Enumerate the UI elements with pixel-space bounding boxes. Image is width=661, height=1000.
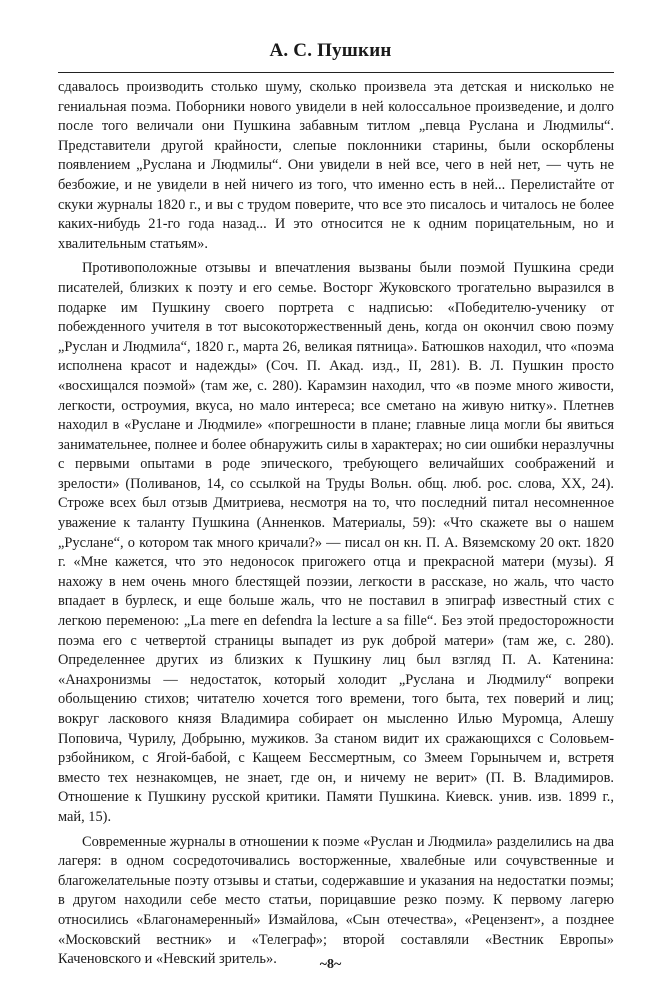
header-divider [58, 72, 614, 73]
page-number: ~8~ [319, 957, 342, 972]
paragraph-2: Противоположные отзывы и впечатления вызваны были поэмой Пушкина среди писателей, близких к поэту и его семье. Восторг Жуковского трогательно выразился в подарке им Пушкину своего портрета с надписью: «Победителю-ученику от побежденного учителя в тот высокоторжественный день, когда он окончил свою поэму „Руслан и Людмила“, 1820 г., марта 26, великая пятница». Батюшков находил, что «поэма исполнена красот и надежды» (Соч. П. Акад. изд., II, 281). В. Л. Пушкин просто «восхищался поэмой» (там же, с. 280). Карамзин находил, что «в поэме много живости, легкости, остроумия, вкуса, но мало интереса; все сметано на живую нитку». Плетнев находил в «Руслане и Людмиле» «погрешности в плане; главные лица могли бы явиться занимательнее, полнее и более обнаружить силы в характерах; но сии ошибки неразлучны с первыми опытами в роде эпического, требующего величайших соображений и зрелости» (Поливанов, 14, со ссылкой на Труды Вольн. общ. люб. рос. слова, XX, 24). Строже всех был отзыв Дмитриева, несмотря на то, что последний питал несомненное уважение к таланту Пушкина (Анненков. Материалы, 59): «Что скажете вы о нашем „Руслане“, о котором так много кричали?» — писал он кн. П. А. Вяземскому 20 окт. 1820 г. «Мне кажется, что это недоносок пригожего отца и прекрасной матери (музы). Я нахожу в нем очень много блестящей поэзии, легкости в рассказе, но жаль, что часто впадает в бурлеск, и еще больше жаль, что не поставил в эпиграф известный стих с легкою переменою: „La mere en defendra la lecture a sa fille“. Без этой предосторожности поэма его с четвертой страницы выпадет из рук доброй матери» (там же, с. 280). Определеннее других из близких к Пушкину лиц был взгляд П. А. Катенина: «Анахронизмы — недостаток, который холодит „Руслана и Людмилу“ вопреки обольщению стихов; читателю хочется того времени, того быта, тех поверий и лиц; вокруг ласкового князя Владимира собирает он мысленно Илью Муромца, Алешу Поповича, Чурилу, Добрыню, мужиков. За станом видит их сражающихся с Соловьем-рзбойником, с Ягой-бабой, с Кащеем Бессмертным, со Змеем Горынычем и, встретя вместо тех незнакомцев, не знает, где он, и ничему не верит» (П. В. Владимиров. Отношение к Пушкину русской критики. Памяти Пушкина. Киевск. унив. изв. 1899 г., май, 15). [58, 260, 615, 825]
paragraph-3: Современные журналы в отношении к поэме «Руслан и Людмила» разделились на два лагеря: в одном сосредоточивались восторженные, хвалебные или сочувственные и благожелательные поэту отзывы и статьи, содержавшие и указания на недостатки поэмы; в другом находили себе место статьи, порицавшие резко поэму. К первому лагерю относились «Благонамеренный» Измайлова, «Сын отечества», «Рецензент», а позднее «Московский вестник» и «Телеграф»; второй составляли «Вестник Европы» Каченовского и «Невский зритель». [58, 833, 614, 968]
paragraph-1: сдавалось производить столько шуму, сколько произвела эта детская и нисколько не гениальная поэма. Поборники нового увидели в ней колоссальное произведение, и долго после того величали они Пушкина забавным титлом „певца Руслана и Людмилы“. Представители другой крайности, слепые поклонники старины, были оскорблены появлением „Руслана и Людмилы“. Они увидели в ней все, чего в ней нет, — чуть не безбожие, и не увидели в ней ничего из того, что именно есть в ней... Перелистайте от скуки журналы 1820 г., и вы с трудом поверите, что все это писалось и читалось не более каких-нибудь 21-го года назад... И это относится не к одним порицательным, но и хвалительным статьям». [58, 79, 614, 252]
running-header-title: А. С. Пушкин [269, 40, 392, 61]
body-text [58, 78, 614, 970]
